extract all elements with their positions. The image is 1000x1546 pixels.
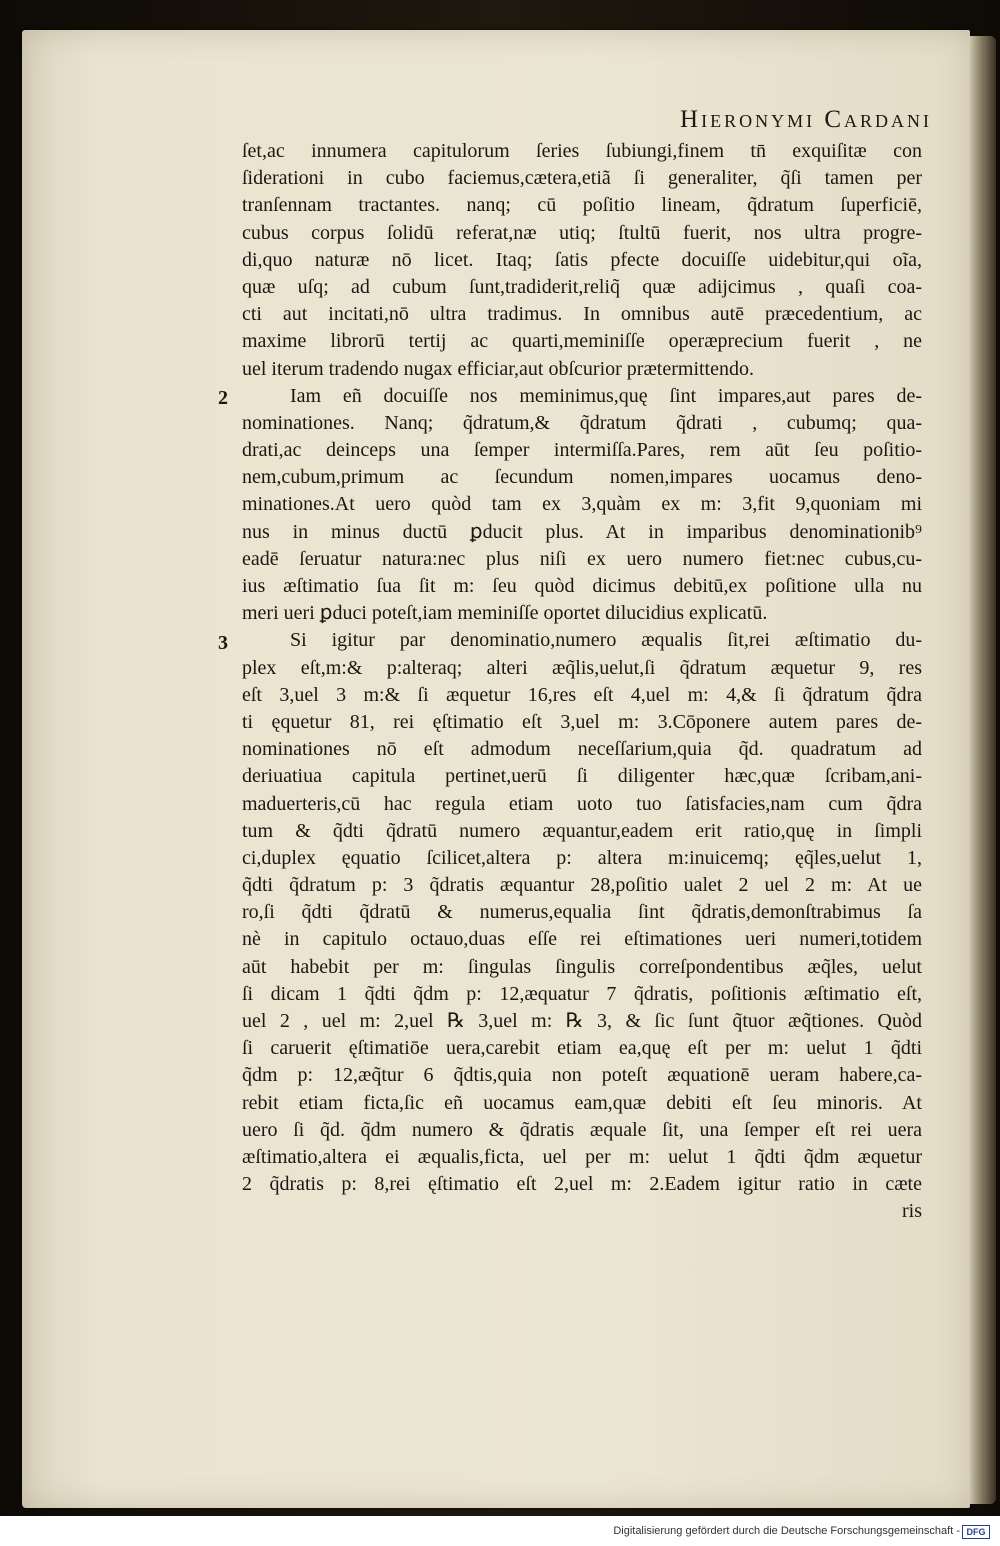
text-line: nè in capitulo octauo,duas eſſe rei eſtimationes ueri numeri,totidem <box>242 928 922 951</box>
text-line: Si igitur par denominatio,numero æqualis ſit,rei æſtimatio du- <box>290 629 922 652</box>
text-line: uero ſi q̃d. q̃dm numero & q̃dratis æquale ſit, una ſemper eſt rei uera <box>242 1118 922 1141</box>
text-line: rebit etiam ficta,ſic eñ uocamus eam,quæ debiti eſt ſeu minoris. At <box>242 1091 922 1114</box>
margin-section-number: 2 <box>218 386 228 409</box>
text-line: nominationes. Nanq; q̃dratum,& q̃dratum q̃drati , cubumq; qua- <box>242 411 922 434</box>
text-line: maduerteris,cū hac regula etiam uoto tuo ſatisfacies,nam cum q̃dra <box>242 792 922 815</box>
text-line: q̃dti q̃dratum p: 3 q̃dratis æquantur 28,poſitio ualet 2 uel 2 m: At ue <box>242 874 922 897</box>
text-line: cti aut incitati,nō ultra tradimus. In omnibus autē præcedentium, ac <box>242 303 922 326</box>
text-line: tum & q̃dti q̃dratū numero æquantur,eadem erit ratio,quę in ſimpli <box>242 819 922 842</box>
text-line: plex eſt,m:& p:alteraq; alteri æq̃lis,uelut,ſi q̃dratum æquetur 9, res <box>242 656 922 679</box>
text-line: cubus corpus ſolidū referat,næ utiq; ſtultū fuerit, nos ultra progre- <box>242 221 922 244</box>
text-line: drati,ac deinceps una ſemper intermiſſa.Pares, rem aūt ſeu poſitio- <box>242 439 922 462</box>
text-line: maxime librorū tertij ac quarti,meminiſſe operæprecium fuerit , ne <box>242 330 922 353</box>
text-line: nus in minus ductū ꝑducit plus. At in imparibus denominationib⁹ <box>242 520 922 543</box>
text-line: ius æſtimatio ſua ſit m: ſeu quòd dicimus debitū,ex poſitione ulla nu <box>242 575 922 597</box>
text-line: tranſennam tractantes. nanq; cū poſitio lineam, q̃dratum ſuperficiē, <box>242 194 922 217</box>
footer-bar <box>0 1516 1000 1546</box>
body-text <box>242 138 922 1226</box>
text-line: æſtimatio,altera ei æqualis,ficta, uel per m: uelut 1 q̃dti q̃dm æquetur <box>242 1145 922 1168</box>
footer-credit: Digitalisierung gefördert durch die Deutsche Forschungsgemeinschaft - <box>613 1525 960 1537</box>
text-line: 2 q̃dratis p: 8,rei ęſtimatio eſt 2,uel m: 2.Eadem igitur ratio in cæte <box>242 1173 922 1196</box>
text-line: eadē ſeruatur natura:nec plus niſi ex uero numero fiet:nec cubus,cu- <box>242 547 922 570</box>
running-head: Hieronymi Cardani <box>680 106 932 133</box>
page-edge <box>970 36 996 1504</box>
text-line: deriuatiua capitula pertinet,uerū ſi diligenter hæc,quæ ſcribam,ani- <box>242 765 922 788</box>
text-line: aūt habebit per m: ſingulas ſingulis correſpondentibus æq̃les, uelut <box>242 955 922 978</box>
text-line: Iam eñ docuiſſe nos meminimus,quę ſint impares,aut pares de- <box>290 384 922 407</box>
text-line: quæ uſq; ad cubum ſunt,tradiderit,reliq̃ quæ adijcimus , quaſi coa- <box>242 275 922 298</box>
text-line: q̃dm p: 12,æq̃tur 6 q̃dtis,quia non poteſt æquationē ueram habere,ca- <box>242 1064 922 1087</box>
text-line: uel 2 , uel m: 2,uel ℞ 3,uel m: ℞ 3, & ſic ſunt q̃tuor æq̃tiones. Quòd <box>242 1010 922 1032</box>
text-line: ſiderationi in cubo faciemus,cætera,etiã ſi generaliter, q̃ſi tamen per <box>242 167 922 190</box>
text-line: ti ęquetur 81, rei ęſtimatio eſt 3,uel m: 3.Cōponere autem pares de- <box>242 710 922 733</box>
margin-section-number: 3 <box>218 631 228 654</box>
dfg-logo-icon: DFG <box>962 1525 990 1539</box>
text-line: nominationes nō eſt admodum neceſſarium,quia q̃d. quadratum ad <box>242 738 922 761</box>
text-line: ſi caruerit ęſtimatiōe uera,carebit etiam ea,quę eſt per m: uelut 1 q̃dti <box>242 1037 922 1060</box>
text-line: nem,cubum,primum ac ſecundum nomen,impares uocamus deno- <box>242 466 922 489</box>
text-line: di,quo naturæ nō licet. Itaq; ſatis pfecte docuiſſe uidebitur,qui oĩa, <box>242 248 922 271</box>
text-line: ſi dicam 1 q̃dti q̃dm p: 12,æquatur 7 q̃dratis, poſitionis æſtimatio eſt, <box>242 982 922 1005</box>
text-line: ro,ſi q̃dti q̃dratū & numerus,equalia ſint q̃dratis,demonſtrabimus ſa <box>242 901 922 924</box>
text-line: uel iterum tradendo nugax efficiar,aut obſcurior prætermittendo. <box>242 357 754 380</box>
text-line: ci,duplex ęquatio ſcilicet,altera p: altera m:inuicemq; ęq̃les,uelut 1, <box>242 846 922 869</box>
text-line: minationes.At uero quòd tam ex 3,quàm ex m: 3,fit 9,quoniam mi <box>242 493 922 516</box>
text-line: eſt 3,uel 3 m:& ſi æquetur 16,res eſt 4,uel m: 4,& ſi q̃dratum q̃dra <box>242 683 922 706</box>
text-line: meri ueri ꝑduci poteſt,iam meminiſſe oportet dilucidius explicatū. <box>242 602 768 625</box>
text-line: ris <box>902 1200 922 1223</box>
text-line: ſet,ac innumera capitulorum ſeries ſubiungi,finem tn̄ exquiſitæ con <box>242 140 922 162</box>
